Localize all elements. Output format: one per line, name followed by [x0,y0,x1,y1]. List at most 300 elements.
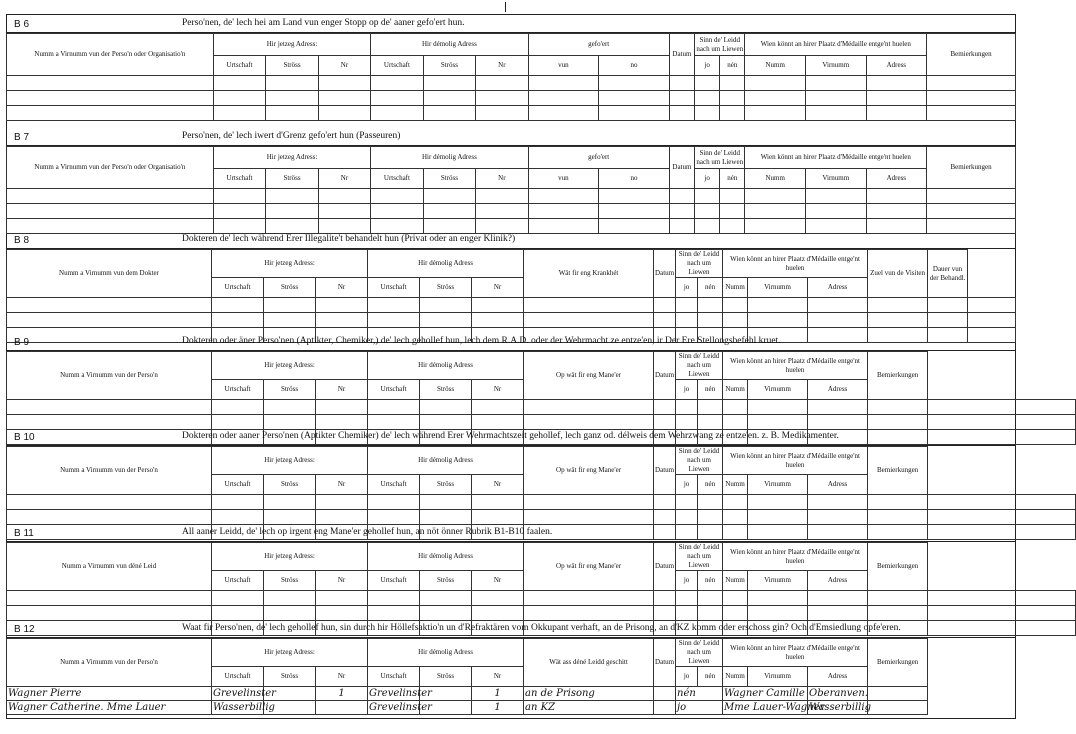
to-label: no [599,169,670,189]
blank-cell[interactable] [723,606,748,621]
blank-cell[interactable] [528,76,599,91]
table-row[interactable] [7,687,1076,701]
blank-cell[interactable] [927,219,1016,234]
blank-cell[interactable] [928,400,1076,415]
blank-cell[interactable] [7,510,212,525]
blank-cell[interactable] [745,106,806,121]
blank-cell[interactable] [266,189,318,204]
blank-cell[interactable] [698,400,723,415]
blank-cell[interactable] [698,313,723,328]
blank-cell[interactable] [927,106,1016,121]
blank-cell[interactable] [698,591,723,606]
entry-medal-address[interactable]: Oberanven. [809,688,868,699]
blank-cell[interactable] [420,298,472,313]
entry-current-town[interactable]: Wasserbillig [213,702,275,713]
blank-cell[interactable] [318,219,370,234]
blank-cell[interactable] [868,298,928,313]
blank-cell[interactable] [720,204,745,219]
blank-cell[interactable] [213,189,265,204]
blank-cell[interactable] [212,606,264,621]
blank-cell[interactable] [368,510,420,525]
blank-cell[interactable] [423,106,475,121]
blank-cell[interactable] [476,91,528,106]
blank-cell[interactable] [745,189,806,204]
blank-cell[interactable] [745,219,806,234]
current-ortschaft-label: Urtschaft [212,475,264,495]
blank-cell[interactable] [472,606,524,621]
blank-cell[interactable] [806,189,867,204]
blank-cell[interactable] [423,189,475,204]
blank-cell[interactable] [669,219,694,234]
blank-cell[interactable] [316,591,368,606]
table-row[interactable] [7,606,1076,621]
blank-cell[interactable] [748,510,808,525]
entry-medal-name[interactable]: Wagner Camille [723,687,808,701]
blank-cell[interactable] [676,591,698,606]
blank-cell[interactable] [720,106,745,121]
blank-cell[interactable] [266,91,318,106]
blank-cell[interactable] [316,298,368,313]
blank-cell[interactable] [420,313,472,328]
blank-cell[interactable] [476,189,528,204]
blank-cell[interactable] [264,495,316,510]
blank-cell[interactable] [806,219,867,234]
blank-cell[interactable] [927,204,1016,219]
blank-cell[interactable] [420,510,472,525]
blank-cell[interactable] [213,91,265,106]
blank-cell[interactable] [368,495,420,510]
section-id: B 12 [14,624,35,635]
blank-cell[interactable] [723,510,748,525]
blank-cell[interactable] [472,415,524,430]
blank-cell[interactable] [316,400,368,415]
blank-cell[interactable] [316,415,368,430]
blank-cell[interactable] [264,591,316,606]
blank-cell[interactable] [371,76,423,91]
blank-cell[interactable] [213,106,265,121]
blank-cell[interactable] [212,298,264,313]
blank-cell[interactable] [472,313,524,328]
blank-cell[interactable] [264,606,316,621]
blank-cell[interactable] [524,606,654,621]
table-row[interactable] [7,76,1016,91]
entry-name[interactable]: Wagner Catherine. Mme Lauer [7,701,212,715]
blank-cell[interactable] [806,204,867,219]
blank-cell[interactable] [654,400,676,415]
blank-cell[interactable] [748,591,808,606]
blank-cell[interactable] [723,415,748,430]
blank-cell[interactable] [748,313,808,328]
blank-cell[interactable] [266,204,318,219]
blank-cell[interactable] [808,591,868,606]
blank-cell[interactable] [654,495,676,510]
table-row[interactable] [7,204,1016,219]
blank-cell[interactable] [654,606,676,621]
blank-cell[interactable] [927,189,1016,204]
blank-cell[interactable] [213,76,265,91]
blank-cell[interactable] [368,606,420,621]
blank-cell[interactable] [698,298,723,313]
blank-cell[interactable] [524,510,654,525]
blank-cell[interactable] [723,591,748,606]
table-row[interactable] [7,415,1076,430]
entry-medal-address[interactable]: Wasserbillig [809,702,871,713]
section-header [6,234,1016,249]
blank-cell[interactable] [212,313,264,328]
name-col-header: Numm a Virnumm vun der Perso'n [7,447,212,495]
blank-cell[interactable] [806,91,867,106]
blank-cell[interactable] [368,313,420,328]
medal-address-label: Adress [808,667,868,687]
entry-previous-town[interactable]: Grevelinster [369,702,432,713]
blank-cell[interactable] [669,106,694,121]
blank-cell[interactable] [599,91,670,106]
blank-cell[interactable] [866,219,927,234]
blank-cell[interactable] [695,76,720,91]
blank-cell[interactable] [476,204,528,219]
blank-cell[interactable] [868,400,928,415]
entry-previous-nr[interactable]: 1 [472,701,524,715]
blank-cell[interactable] [808,415,868,430]
blank-cell[interactable] [7,415,212,430]
blank-cell[interactable] [318,106,370,121]
entry-name[interactable]: Wagner Pierre [7,687,212,701]
blank-cell[interactable] [528,106,599,121]
current-ortschaft-label: Urtschaft [212,278,264,298]
alive-header: Sinn de' Leidd nach um Liewen [695,34,745,56]
blank-cell[interactable] [7,591,212,606]
medal-firstname-label: Virnumm [806,56,867,76]
blank-cell[interactable] [528,91,599,106]
blank-cell[interactable] [528,189,599,204]
entry-medal-name[interactable]: Mme Lauer-Wagner [724,702,825,713]
blank-cell[interactable] [599,76,670,91]
blank-cell[interactable] [318,76,370,91]
blank-cell[interactable] [371,219,423,234]
table-row[interactable] [7,91,1016,106]
blank-cell[interactable] [928,415,1076,430]
entry-remarks[interactable] [868,701,928,715]
blank-cell[interactable] [748,495,808,510]
table-row[interactable] [7,298,1016,313]
blank-cell[interactable] [808,495,868,510]
blank-cell[interactable] [695,219,720,234]
nen-label: nén [720,56,745,76]
blank-cell[interactable] [318,189,370,204]
blank-cell[interactable] [928,510,1076,525]
blank-cell[interactable] [212,510,264,525]
blank-cell[interactable] [524,591,654,606]
table-row[interactable] [7,591,1076,606]
blank-cell[interactable] [808,400,868,415]
blank-cell[interactable] [420,591,472,606]
blank-cell[interactable] [654,415,676,430]
table-row[interactable] [7,219,1016,234]
blank-cell[interactable] [745,76,806,91]
blank-cell[interactable] [695,189,720,204]
blank-cell[interactable] [420,400,472,415]
previous-address-header: Hir démolig Adress [368,639,524,667]
blank-cell[interactable] [806,76,867,91]
detail-header: Wät fir eng Krankhét [524,250,654,298]
section-b11 [6,527,1016,636]
blank-cell[interactable] [927,91,1016,106]
blank-cell[interactable] [698,606,723,621]
blank-cell[interactable] [745,91,806,106]
blank-cell[interactable] [868,313,928,328]
table-row[interactable] [7,495,1076,510]
section-id: B 7 [14,132,30,143]
blank-cell[interactable] [866,204,927,219]
blank-cell[interactable] [212,415,264,430]
current-strooss-label: Ströss [264,380,316,400]
blank-cell[interactable] [928,298,968,313]
entry-current-town[interactable]: Grevelinster [213,688,276,699]
blank-cell[interactable] [748,400,808,415]
blank-cell[interactable] [866,76,927,91]
blank-cell[interactable] [7,189,214,204]
blank-cell[interactable] [968,313,1016,328]
blank-cell[interactable] [723,298,748,313]
blank-cell[interactable] [423,91,475,106]
entry-alive[interactable]: jo [676,701,723,715]
blank-cell[interactable] [472,495,524,510]
blank-cell[interactable] [528,219,599,234]
blank-cell[interactable] [676,298,698,313]
table-row[interactable] [7,510,1076,525]
blank-cell[interactable] [654,313,676,328]
blank-cell[interactable] [318,204,370,219]
blank-cell[interactable] [928,591,1076,606]
blank-cell[interactable] [654,298,676,313]
previous-strooss-label: Ströss [420,571,472,591]
blank-cell[interactable] [928,313,968,328]
blank-cell[interactable] [212,400,264,415]
blank-cell[interactable] [669,76,694,91]
blank-cell[interactable] [7,400,212,415]
blank-cell[interactable] [745,204,806,219]
blank-cell[interactable] [371,204,423,219]
blank-cell[interactable] [720,189,745,204]
blank-cell[interactable] [748,298,808,313]
blank-cell[interactable] [476,219,528,234]
blank-cell[interactable] [720,219,745,234]
blank-cell[interactable] [720,76,745,91]
blank-cell[interactable] [476,76,528,91]
blank-cell[interactable] [266,219,318,234]
blank-cell[interactable] [723,400,748,415]
blank-cell[interactable] [866,106,927,121]
blank-cell[interactable] [420,495,472,510]
blank-cell[interactable] [723,495,748,510]
blank-cell[interactable] [599,219,670,234]
blank-cell[interactable] [524,313,654,328]
date-header: Datum [654,543,676,591]
entry-what-happened[interactable]: an KZ [524,701,654,715]
blank-cell[interactable] [472,400,524,415]
blank-cell[interactable] [213,204,265,219]
blank-cell[interactable] [868,415,928,430]
blank-cell[interactable] [7,313,212,328]
entry-date[interactable] [654,687,676,701]
blank-cell[interactable] [266,76,318,91]
blank-cell[interactable] [599,189,670,204]
entry-what-happened[interactable]: an de Prisong [524,687,654,701]
blank-cell[interactable] [808,298,868,313]
medal-name-label: Numm [723,380,748,400]
blank-cell[interactable] [599,106,670,121]
blank-cell[interactable] [676,313,698,328]
blank-cell[interactable] [476,106,528,121]
nen-label: nén [698,380,723,400]
blank-cell[interactable] [316,510,368,525]
blank-cell[interactable] [654,510,676,525]
blank-cell[interactable] [420,415,472,430]
medal-header: Wien könnt an hirer Plaatz d'Médaille entge'nt huelen [723,543,868,571]
blank-cell[interactable] [676,606,698,621]
blank-cell[interactable] [698,495,723,510]
table-row[interactable] [7,313,1016,328]
blank-cell[interactable] [264,400,316,415]
blank-cell[interactable] [368,400,420,415]
section-header [6,431,1016,446]
section-header [6,18,1016,33]
blank-cell[interactable] [212,591,264,606]
blank-cell[interactable] [318,91,370,106]
section-id: B 6 [14,19,30,30]
blank-cell[interactable] [264,313,316,328]
blank-cell[interactable] [808,606,868,621]
entry-current-nr[interactable]: 1 [316,687,368,701]
blank-cell[interactable] [371,189,423,204]
blank-cell[interactable] [264,415,316,430]
blank-cell[interactable] [264,298,316,313]
blank-cell[interactable] [423,76,475,91]
blank-cell[interactable] [748,606,808,621]
blank-cell[interactable] [868,510,928,525]
nen-label: nén [720,169,745,189]
blank-cell[interactable] [808,510,868,525]
entry-alive[interactable]: nén [676,687,723,701]
blank-cell[interactable] [698,510,723,525]
blank-cell[interactable] [7,219,214,234]
blank-cell[interactable] [371,91,423,106]
blank-cell[interactable] [695,91,720,106]
entry-previous-nr[interactable]: 1 [472,687,524,701]
blank-cell[interactable] [669,204,694,219]
blank-cell[interactable] [676,510,698,525]
blank-cell[interactable] [968,298,1016,313]
blank-cell[interactable] [524,415,654,430]
blank-cell[interactable] [720,91,745,106]
blank-cell[interactable] [264,510,316,525]
blank-cell[interactable] [866,91,927,106]
blank-cell[interactable] [7,76,214,91]
blank-cell[interactable] [808,313,868,328]
blank-cell[interactable] [7,606,212,621]
blank-cell[interactable] [866,189,927,204]
medal-header: Wien könnt an hirer Plaatz d'Médaille entge'nt huelen [723,447,868,475]
entry-previous-town[interactable]: Grevelinster [369,688,432,699]
blank-cell[interactable] [7,495,212,510]
blank-cell[interactable] [423,219,475,234]
blank-cell[interactable] [472,510,524,525]
blank-cell[interactable] [723,313,748,328]
blank-cell[interactable] [212,495,264,510]
table-row[interactable] [7,400,1076,415]
blank-cell[interactable] [7,298,212,313]
remarks-header: Bemierkungen [927,34,1016,76]
blank-cell[interactable] [669,91,694,106]
blank-cell[interactable] [695,106,720,121]
previous-strooss-label: Ströss [423,169,475,189]
medal-header: Wien könnt an hirer Plaatz d'Médaille entge'nt huelen [723,250,868,278]
table-row[interactable] [7,701,1076,715]
blank-cell[interactable] [524,495,654,510]
table-row[interactable] [7,189,1016,204]
previous-address-header: Hir démolig Adress [371,34,528,56]
blank-cell[interactable] [599,204,670,219]
blank-cell[interactable] [676,495,698,510]
blank-cell[interactable] [654,591,676,606]
section-b6 [6,18,1016,121]
blank-cell[interactable] [669,189,694,204]
blank-cell[interactable] [928,606,1076,621]
blank-cell[interactable] [868,606,928,621]
blank-cell[interactable] [524,400,654,415]
blank-cell[interactable] [368,298,420,313]
table-row[interactable] [7,106,1016,121]
blank-cell[interactable] [806,106,867,121]
section-id: B 8 [14,235,30,246]
blank-cell[interactable] [7,106,214,121]
blank-cell[interactable] [528,204,599,219]
blank-cell[interactable] [316,313,368,328]
blank-cell[interactable] [748,415,808,430]
nen-label: nén [698,667,723,687]
blank-cell[interactable] [868,591,928,606]
blank-cell[interactable] [676,400,698,415]
blank-cell[interactable] [676,415,698,430]
blank-cell[interactable] [316,606,368,621]
blank-cell[interactable] [927,76,1016,91]
alive-header: Sinn de' Leidd nach um Liewen [676,639,723,667]
blank-cell[interactable] [371,106,423,121]
blank-cell[interactable] [423,204,475,219]
blank-cell[interactable] [7,91,214,106]
entry-remarks[interactable] [868,687,928,701]
blank-cell[interactable] [420,606,472,621]
blank-cell[interactable] [368,415,420,430]
blank-cell[interactable] [472,591,524,606]
blank-cell[interactable] [266,106,318,121]
blank-cell[interactable] [698,415,723,430]
blank-cell[interactable] [928,495,1076,510]
previous-nr-label: Nr [472,475,524,495]
blank-cell[interactable] [7,204,214,219]
blank-cell[interactable] [213,219,265,234]
current-ortschaft-label: Urtschaft [212,380,264,400]
blank-cell[interactable] [368,591,420,606]
blank-cell[interactable] [472,298,524,313]
blank-cell[interactable] [316,495,368,510]
entry-current-nr[interactable] [316,701,368,715]
entry-date[interactable] [654,701,676,715]
blank-cell[interactable] [868,495,928,510]
blank-cell[interactable] [695,204,720,219]
current-address-header: Hir jetzeg Adress: [212,639,368,667]
blank-cell[interactable] [524,298,654,313]
